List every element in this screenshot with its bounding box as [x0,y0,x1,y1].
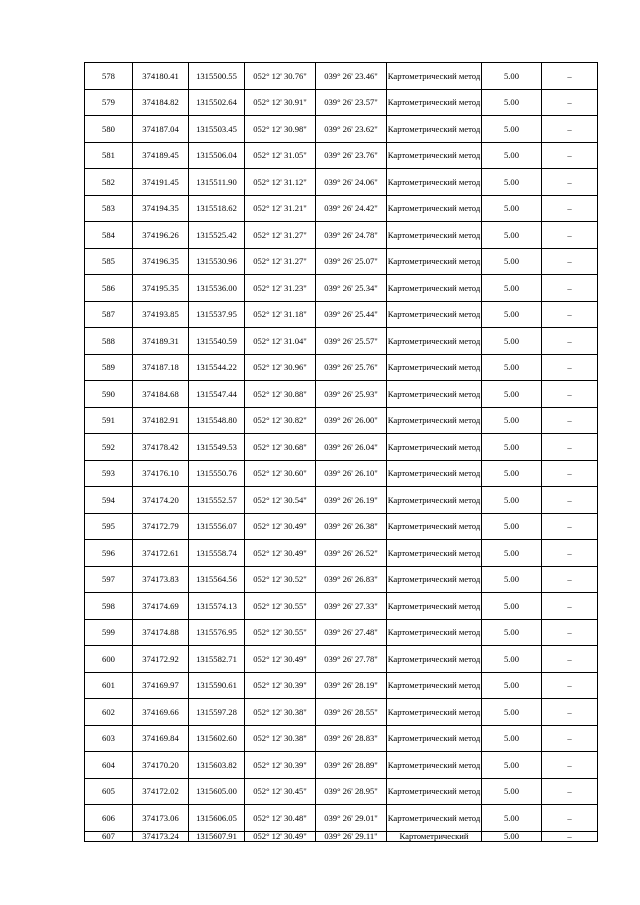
note-cell: – [542,301,598,328]
latitude-cell: 052° 12' 30.68" [245,434,316,461]
accuracy-cell: 5.00 [482,381,542,408]
accuracy-cell: 5.00 [482,328,542,355]
latitude-cell: 052° 12' 31.12" [245,169,316,196]
x-coordinate-cell: 374178.42 [133,434,189,461]
latitude-cell: 052° 12' 31.27" [245,248,316,275]
method-cell: Картометрический метод [387,646,482,673]
latitude-cell: 052° 12' 30.49" [245,513,316,540]
accuracy-cell: 5.00 [482,593,542,620]
y-coordinate-cell: 1315576.95 [189,619,245,646]
x-coordinate-cell: 374182.91 [133,407,189,434]
accuracy-cell: 5.00 [482,672,542,699]
longitude-cell: 039° 26' 28.89" [316,752,387,779]
table-row [85,354,598,381]
note-cell: – [542,487,598,514]
y-coordinate-cell: 1315556.07 [189,513,245,540]
point-number-cell: 605 [85,778,133,805]
accuracy-cell: 5.00 [482,487,542,514]
note-cell: – [542,142,598,169]
method-cell: Картометрический метод [387,619,482,646]
accuracy-cell: 5.00 [482,142,542,169]
note-cell: – [542,778,598,805]
table-row [85,646,598,673]
point-number-cell: 604 [85,752,133,779]
table-row [85,63,598,90]
point-number-cell: 584 [85,222,133,249]
table-row [85,805,598,832]
method-cell: Картометрический метод [387,434,482,461]
y-coordinate-cell: 1315597.28 [189,699,245,726]
latitude-cell: 052° 12' 30.49" [245,831,316,841]
point-number-cell: 592 [85,434,133,461]
table-row [85,619,598,646]
y-coordinate-cell: 1315518.62 [189,195,245,222]
accuracy-cell: 5.00 [482,513,542,540]
latitude-cell: 052° 12' 30.39" [245,752,316,779]
y-coordinate-cell: 1315548.80 [189,407,245,434]
y-coordinate-cell: 1315603.82 [189,752,245,779]
note-cell: – [542,354,598,381]
point-number-cell: 579 [85,89,133,116]
table-row [85,778,598,805]
x-coordinate-cell: 374189.31 [133,328,189,355]
accuracy-cell: 5.00 [482,116,542,143]
point-number-cell: 581 [85,142,133,169]
accuracy-cell: 5.00 [482,831,542,841]
y-coordinate-cell: 1315590.61 [189,672,245,699]
table-row [85,434,598,461]
method-cell: Картометрический метод [387,222,482,249]
x-coordinate-cell: 374170.20 [133,752,189,779]
latitude-cell: 052° 12' 30.88" [245,381,316,408]
note-cell: – [542,513,598,540]
method-cell: Картометрический метод [387,487,482,514]
note-cell: – [542,381,598,408]
method-cell: Картометрический метод [387,301,482,328]
method-cell: Картометрический метод [387,540,482,567]
note-cell: – [542,752,598,779]
latitude-cell: 052° 12' 30.55" [245,619,316,646]
accuracy-cell: 5.00 [482,725,542,752]
x-coordinate-cell: 374187.04 [133,116,189,143]
method-cell: Картометрический метод [387,460,482,487]
method-cell: Картометрический метод [387,513,482,540]
x-coordinate-cell: 374184.82 [133,89,189,116]
note-cell: – [542,619,598,646]
note-cell: – [542,328,598,355]
method-cell: Картометрический метод [387,63,482,90]
y-coordinate-cell: 1315574.13 [189,593,245,620]
latitude-cell: 052° 12' 30.48" [245,805,316,832]
note-cell: – [542,275,598,302]
note-cell: – [542,63,598,90]
x-coordinate-cell: 374193.85 [133,301,189,328]
y-coordinate-cell: 1315544.22 [189,354,245,381]
table-row [85,381,598,408]
x-coordinate-cell: 374196.35 [133,248,189,275]
table-row [85,142,598,169]
longitude-cell: 039° 26' 25.44" [316,301,387,328]
accuracy-cell: 5.00 [482,434,542,461]
latitude-cell: 052° 12' 30.52" [245,566,316,593]
y-coordinate-cell: 1315503.45 [189,116,245,143]
y-coordinate-cell: 1315606.05 [189,805,245,832]
longitude-cell: 039° 26' 26.00" [316,407,387,434]
accuracy-cell: 5.00 [482,222,542,249]
point-number-cell: 578 [85,63,133,90]
latitude-cell: 052° 12' 31.05" [245,142,316,169]
longitude-cell: 039° 26' 25.76" [316,354,387,381]
table-row [85,831,598,841]
x-coordinate-cell: 374169.97 [133,672,189,699]
latitude-cell: 052° 12' 30.49" [245,646,316,673]
longitude-cell: 039° 26' 26.10" [316,460,387,487]
point-number-cell: 594 [85,487,133,514]
y-coordinate-cell: 1315549.53 [189,434,245,461]
point-number-cell: 607 [85,831,133,841]
y-coordinate-cell: 1315547.44 [189,381,245,408]
note-cell: – [542,699,598,726]
y-coordinate-cell: 1315536.00 [189,275,245,302]
longitude-cell: 039° 26' 26.38" [316,513,387,540]
method-cell: Картометрический метод [387,169,482,196]
longitude-cell: 039° 26' 26.04" [316,434,387,461]
point-number-cell: 591 [85,407,133,434]
x-coordinate-cell: 374184.68 [133,381,189,408]
note-cell: – [542,222,598,249]
point-number-cell: 590 [85,381,133,408]
y-coordinate-cell: 1315602.60 [189,725,245,752]
y-coordinate-cell: 1315506.04 [189,142,245,169]
point-number-cell: 582 [85,169,133,196]
latitude-cell: 052° 12' 31.21" [245,195,316,222]
x-coordinate-cell: 374189.45 [133,142,189,169]
method-cell: Картометрический метод [387,381,482,408]
point-number-cell: 598 [85,593,133,620]
note-cell: – [542,89,598,116]
point-number-cell: 601 [85,672,133,699]
table-row [85,540,598,567]
accuracy-cell: 5.00 [482,301,542,328]
longitude-cell: 039° 26' 25.07" [316,248,387,275]
latitude-cell: 052° 12' 30.54" [245,487,316,514]
x-coordinate-cell: 374174.88 [133,619,189,646]
x-coordinate-cell: 374172.02 [133,778,189,805]
point-number-cell: 600 [85,646,133,673]
y-coordinate-cell: 1315537.95 [189,301,245,328]
table-row [85,275,598,302]
point-number-cell: 580 [85,116,133,143]
coordinates-table [84,62,598,842]
point-number-cell: 595 [85,513,133,540]
table-row [85,248,598,275]
point-number-cell: 587 [85,301,133,328]
method-cell: Картометрический метод [387,142,482,169]
longitude-cell: 039° 26' 24.42" [316,195,387,222]
longitude-cell: 039° 26' 29.01" [316,805,387,832]
table-body [85,63,598,842]
table-row [85,593,598,620]
method-cell: Картометрический метод [387,566,482,593]
method-cell: Картометрический метод [387,593,482,620]
accuracy-cell: 5.00 [482,63,542,90]
table-row [85,89,598,116]
latitude-cell: 052° 12' 30.38" [245,699,316,726]
method-cell: Картометрический метод [387,328,482,355]
longitude-cell: 039° 26' 27.33" [316,593,387,620]
method-cell: Картометрический метод [387,725,482,752]
x-coordinate-cell: 374180.41 [133,63,189,90]
note-cell: – [542,460,598,487]
y-coordinate-cell: 1315550.76 [189,460,245,487]
note-cell: – [542,566,598,593]
y-coordinate-cell: 1315564.56 [189,566,245,593]
latitude-cell: 052° 12' 30.49" [245,540,316,567]
accuracy-cell: 5.00 [482,169,542,196]
latitude-cell: 052° 12' 31.18" [245,301,316,328]
point-number-cell: 606 [85,805,133,832]
longitude-cell: 039° 26' 24.78" [316,222,387,249]
point-number-cell: 596 [85,540,133,567]
note-cell: – [542,540,598,567]
latitude-cell: 052° 12' 31.23" [245,275,316,302]
y-coordinate-cell: 1315502.64 [189,89,245,116]
y-coordinate-cell: 1315500.55 [189,63,245,90]
point-number-cell: 597 [85,566,133,593]
latitude-cell: 052° 12' 30.60" [245,460,316,487]
note-cell: – [542,248,598,275]
x-coordinate-cell: 374172.61 [133,540,189,567]
point-number-cell: 602 [85,699,133,726]
accuracy-cell: 5.00 [482,619,542,646]
note-cell: – [542,672,598,699]
longitude-cell: 039° 26' 23.76" [316,142,387,169]
longitude-cell: 039° 26' 29.11" [316,831,387,841]
method-cell: Картометрический метод [387,805,482,832]
x-coordinate-cell: 374169.66 [133,699,189,726]
x-coordinate-cell: 374174.20 [133,487,189,514]
y-coordinate-cell: 1315607.91 [189,831,245,841]
x-coordinate-cell: 374173.06 [133,805,189,832]
longitude-cell: 039° 26' 26.83" [316,566,387,593]
longitude-cell: 039° 26' 23.57" [316,89,387,116]
method-cell: Картометрический метод [387,354,482,381]
x-coordinate-cell: 374172.79 [133,513,189,540]
method-cell: Картометрический метод [387,407,482,434]
x-coordinate-cell: 374195.35 [133,275,189,302]
table-row [85,725,598,752]
x-coordinate-cell: 374174.69 [133,593,189,620]
x-coordinate-cell: 374172.92 [133,646,189,673]
note-cell: – [542,725,598,752]
longitude-cell: 039° 26' 25.57" [316,328,387,355]
y-coordinate-cell: 1315530.96 [189,248,245,275]
table-row [85,407,598,434]
accuracy-cell: 5.00 [482,195,542,222]
table-row [85,460,598,487]
method-cell: Картометрический метод [387,672,482,699]
table-row [85,195,598,222]
y-coordinate-cell: 1315558.74 [189,540,245,567]
point-number-cell: 583 [85,195,133,222]
point-number-cell: 589 [85,354,133,381]
x-coordinate-cell: 374191.45 [133,169,189,196]
y-coordinate-cell: 1315525.42 [189,222,245,249]
latitude-cell: 052° 12' 31.04" [245,328,316,355]
longitude-cell: 039° 26' 28.19" [316,672,387,699]
table-row [85,487,598,514]
accuracy-cell: 5.00 [482,646,542,673]
accuracy-cell: 5.00 [482,778,542,805]
x-coordinate-cell: 374169.84 [133,725,189,752]
table-row [85,566,598,593]
longitude-cell: 039° 26' 27.48" [316,619,387,646]
latitude-cell: 052° 12' 30.55" [245,593,316,620]
longitude-cell: 039° 26' 23.62" [316,116,387,143]
method-cell: Картометрический метод [387,116,482,143]
latitude-cell: 052° 12' 30.91" [245,89,316,116]
point-number-cell: 588 [85,328,133,355]
longitude-cell: 039° 26' 25.34" [316,275,387,302]
point-number-cell: 586 [85,275,133,302]
x-coordinate-cell: 374176.10 [133,460,189,487]
latitude-cell: 052° 12' 30.76" [245,63,316,90]
longitude-cell: 039° 26' 27.78" [316,646,387,673]
latitude-cell: 052° 12' 30.39" [245,672,316,699]
y-coordinate-cell: 1315552.57 [189,487,245,514]
method-cell: Картометрический [387,831,482,841]
accuracy-cell: 5.00 [482,407,542,434]
latitude-cell: 052° 12' 30.45" [245,778,316,805]
note-cell: – [542,805,598,832]
accuracy-cell: 5.00 [482,275,542,302]
note-cell: – [542,646,598,673]
note-cell: – [542,169,598,196]
table-row [85,328,598,355]
method-cell: Картометрический метод [387,778,482,805]
table-row [85,752,598,779]
table-row [85,222,598,249]
note-cell: – [542,116,598,143]
method-cell: Картометрический метод [387,699,482,726]
latitude-cell: 052° 12' 30.38" [245,725,316,752]
longitude-cell: 039° 26' 26.52" [316,540,387,567]
latitude-cell: 052° 12' 30.98" [245,116,316,143]
method-cell: Картометрический метод [387,275,482,302]
y-coordinate-cell: 1315511.90 [189,169,245,196]
x-coordinate-cell: 374187.18 [133,354,189,381]
point-number-cell: 593 [85,460,133,487]
latitude-cell: 052° 12' 30.96" [245,354,316,381]
table-row [85,513,598,540]
table-row [85,699,598,726]
x-coordinate-cell: 374194.35 [133,195,189,222]
y-coordinate-cell: 1315605.00 [189,778,245,805]
note-cell: – [542,407,598,434]
point-number-cell: 603 [85,725,133,752]
y-coordinate-cell: 1315582.71 [189,646,245,673]
point-number-cell: 585 [85,248,133,275]
method-cell: Картометрический метод [387,195,482,222]
latitude-cell: 052° 12' 30.82" [245,407,316,434]
table-row [85,301,598,328]
longitude-cell: 039° 26' 25.93" [316,381,387,408]
accuracy-cell: 5.00 [482,248,542,275]
table-row [85,169,598,196]
note-cell: – [542,593,598,620]
longitude-cell: 039° 26' 24.06" [316,169,387,196]
accuracy-cell: 5.00 [482,89,542,116]
note-cell: – [542,831,598,841]
method-cell: Картометрический метод [387,752,482,779]
x-coordinate-cell: 374196.26 [133,222,189,249]
latitude-cell: 052° 12' 31.27" [245,222,316,249]
accuracy-cell: 5.00 [482,354,542,381]
table-row [85,672,598,699]
point-number-cell: 599 [85,619,133,646]
accuracy-cell: 5.00 [482,752,542,779]
accuracy-cell: 5.00 [482,805,542,832]
longitude-cell: 039° 26' 28.83" [316,725,387,752]
x-coordinate-cell: 374173.24 [133,831,189,841]
accuracy-cell: 5.00 [482,460,542,487]
x-coordinate-cell: 374173.83 [133,566,189,593]
accuracy-cell: 5.00 [482,699,542,726]
table-row [85,116,598,143]
longitude-cell: 039° 26' 26.19" [316,487,387,514]
method-cell: Картометрический метод [387,89,482,116]
method-cell: Картометрический метод [387,248,482,275]
y-coordinate-cell: 1315540.59 [189,328,245,355]
accuracy-cell: 5.00 [482,566,542,593]
note-cell: – [542,195,598,222]
note-cell: – [542,434,598,461]
accuracy-cell: 5.00 [482,540,542,567]
longitude-cell: 039° 26' 28.95" [316,778,387,805]
longitude-cell: 039° 26' 23.46" [316,63,387,90]
longitude-cell: 039° 26' 28.55" [316,699,387,726]
